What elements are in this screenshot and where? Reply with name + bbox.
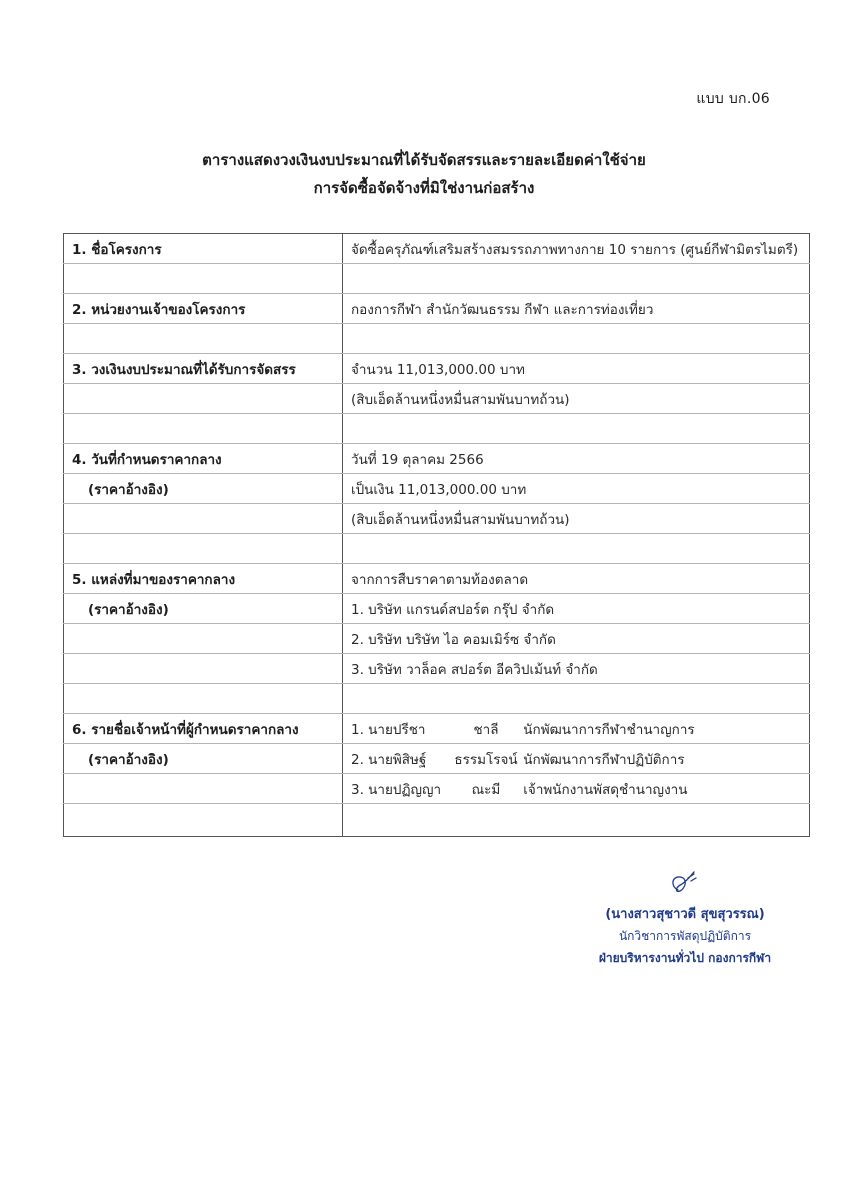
document-subtitle: การจัดซื้อจัดจ้างที่มิใช่งานก่อสร้าง: [313, 179, 535, 197]
table-row: [64, 444, 810, 474]
price-source-item: 1. บริษัท แกรนด์สปอร์ต กรุ๊ป จำกัด: [343, 594, 810, 624]
owner-agency-label: 2. หน่วยงานเจ้าของโครงการ: [64, 294, 343, 324]
project-name-label: 1. ชื่อโครงการ: [64, 234, 343, 264]
form-code: แบบ บก.06: [696, 91, 770, 107]
official-last-name: ธรรมโรจน์: [454, 751, 518, 768]
project-name-value: จัดซื้อครุภัณฑ์เสริมสร้างสมรรถภาพทางกาย 10 รายการ (ศูนย์กีฬามิตรไมตรี): [343, 234, 810, 264]
price-source-sublabel: (ราคาอ้างอิง): [64, 594, 343, 624]
table-row: [64, 774, 810, 804]
table-row: [64, 714, 810, 744]
officials-label: 6. รายชื่อเจ้าหน้าที่ผู้กำหนดราคากลาง: [64, 714, 343, 744]
budget-label: 3. วงเงินงบประมาณที่ได้รับการจัดสรร: [64, 354, 343, 384]
official-position: นักพัฒนาการกีฬาปฏิบัติการ: [523, 751, 685, 768]
budget-detail-table: [63, 233, 810, 837]
handwritten-signature-icon: [570, 866, 800, 896]
official-last-name: ชาลี: [473, 721, 499, 738]
table-row: [64, 654, 810, 684]
table-row: [64, 624, 810, 654]
officials-sublabel: (ราคาอ้างอิง): [64, 744, 343, 774]
table-row: [64, 594, 810, 624]
official-last-name: ณะมี: [471, 781, 501, 798]
price-source-item: 3. บริษัท วาล็อค สปอร์ต อีควิปเม้นท์ จำกัด: [343, 654, 810, 684]
table-row: [64, 354, 810, 384]
table-row-empty: [64, 264, 810, 294]
table-row-empty: [64, 414, 810, 444]
table-row: [64, 474, 810, 504]
price-source-item: 2. บริษัท บริษัท ไอ คอมเมิร์ซ จำกัด: [343, 624, 810, 654]
reference-date-label: 4. วันที่กำหนดราคากลาง: [64, 444, 343, 474]
price-source-intro: จากการสืบราคาตามท้องตลาด: [343, 564, 810, 594]
price-source-label: 5. แหล่งที่มาของราคากลาง: [64, 564, 343, 594]
budget-amount: จำนวน 11,013,000.00 บาท: [343, 354, 810, 384]
table-row-empty: [64, 324, 810, 354]
reference-price-amount: เป็นเงิน 11,013,000.00 บาท: [343, 474, 810, 504]
budget-amount-text: (สิบเอ็ดล้านหนึ่งหมื่นสามพันบาทถ้วน): [343, 384, 810, 414]
official-entry: [343, 744, 810, 774]
table-row: [64, 744, 810, 774]
reference-date-sublabel: (ราคาอ้างอิง): [64, 474, 343, 504]
table-row: [64, 234, 810, 264]
document-title: ตารางแสดงวงเงินงบประมาณที่ได้รับจัดสรรและรายละเอียดค่าใช้จ่าย: [202, 151, 646, 169]
table-row: [64, 504, 810, 534]
official-first-name: 3. นายปฏิญญา: [351, 781, 442, 798]
signatory-position: นักวิชาการพัสดุปฏิบัติการ: [618, 929, 752, 943]
table-row: [64, 384, 810, 414]
official-position: เจ้าพนักงานพัสดุชำนาญงาน: [523, 781, 688, 798]
signatory-name: (นางสาวสุชาวดี สุขสุวรรณ): [605, 907, 765, 922]
reference-date-value: วันที่ 19 ตุลาคม 2566: [343, 444, 810, 474]
table-row: [64, 564, 810, 594]
official-position: นักพัฒนาการกีฬาชำนาญการ: [523, 721, 695, 738]
reference-price-text: (สิบเอ็ดล้านหนึ่งหมื่นสามพันบาทถ้วน): [343, 504, 810, 534]
official-first-name: 2. นายพิสิษฐ์: [351, 751, 427, 768]
official-first-name: 1. นายปรีชา: [351, 721, 426, 738]
signatory-department: ฝ่ายบริหารงานทั่วไป กองการกีฬา: [598, 951, 772, 965]
official-entry: [343, 774, 810, 804]
table-row-empty: [64, 684, 810, 714]
table-row-empty: [64, 804, 810, 837]
owner-agency-value: กองการกีฬา สำนักวัฒนธรรม กีฬา และการท่องเที่ยว: [343, 294, 810, 324]
table-row: [64, 294, 810, 324]
official-entry: [343, 714, 810, 744]
table-row-empty: [64, 534, 810, 564]
